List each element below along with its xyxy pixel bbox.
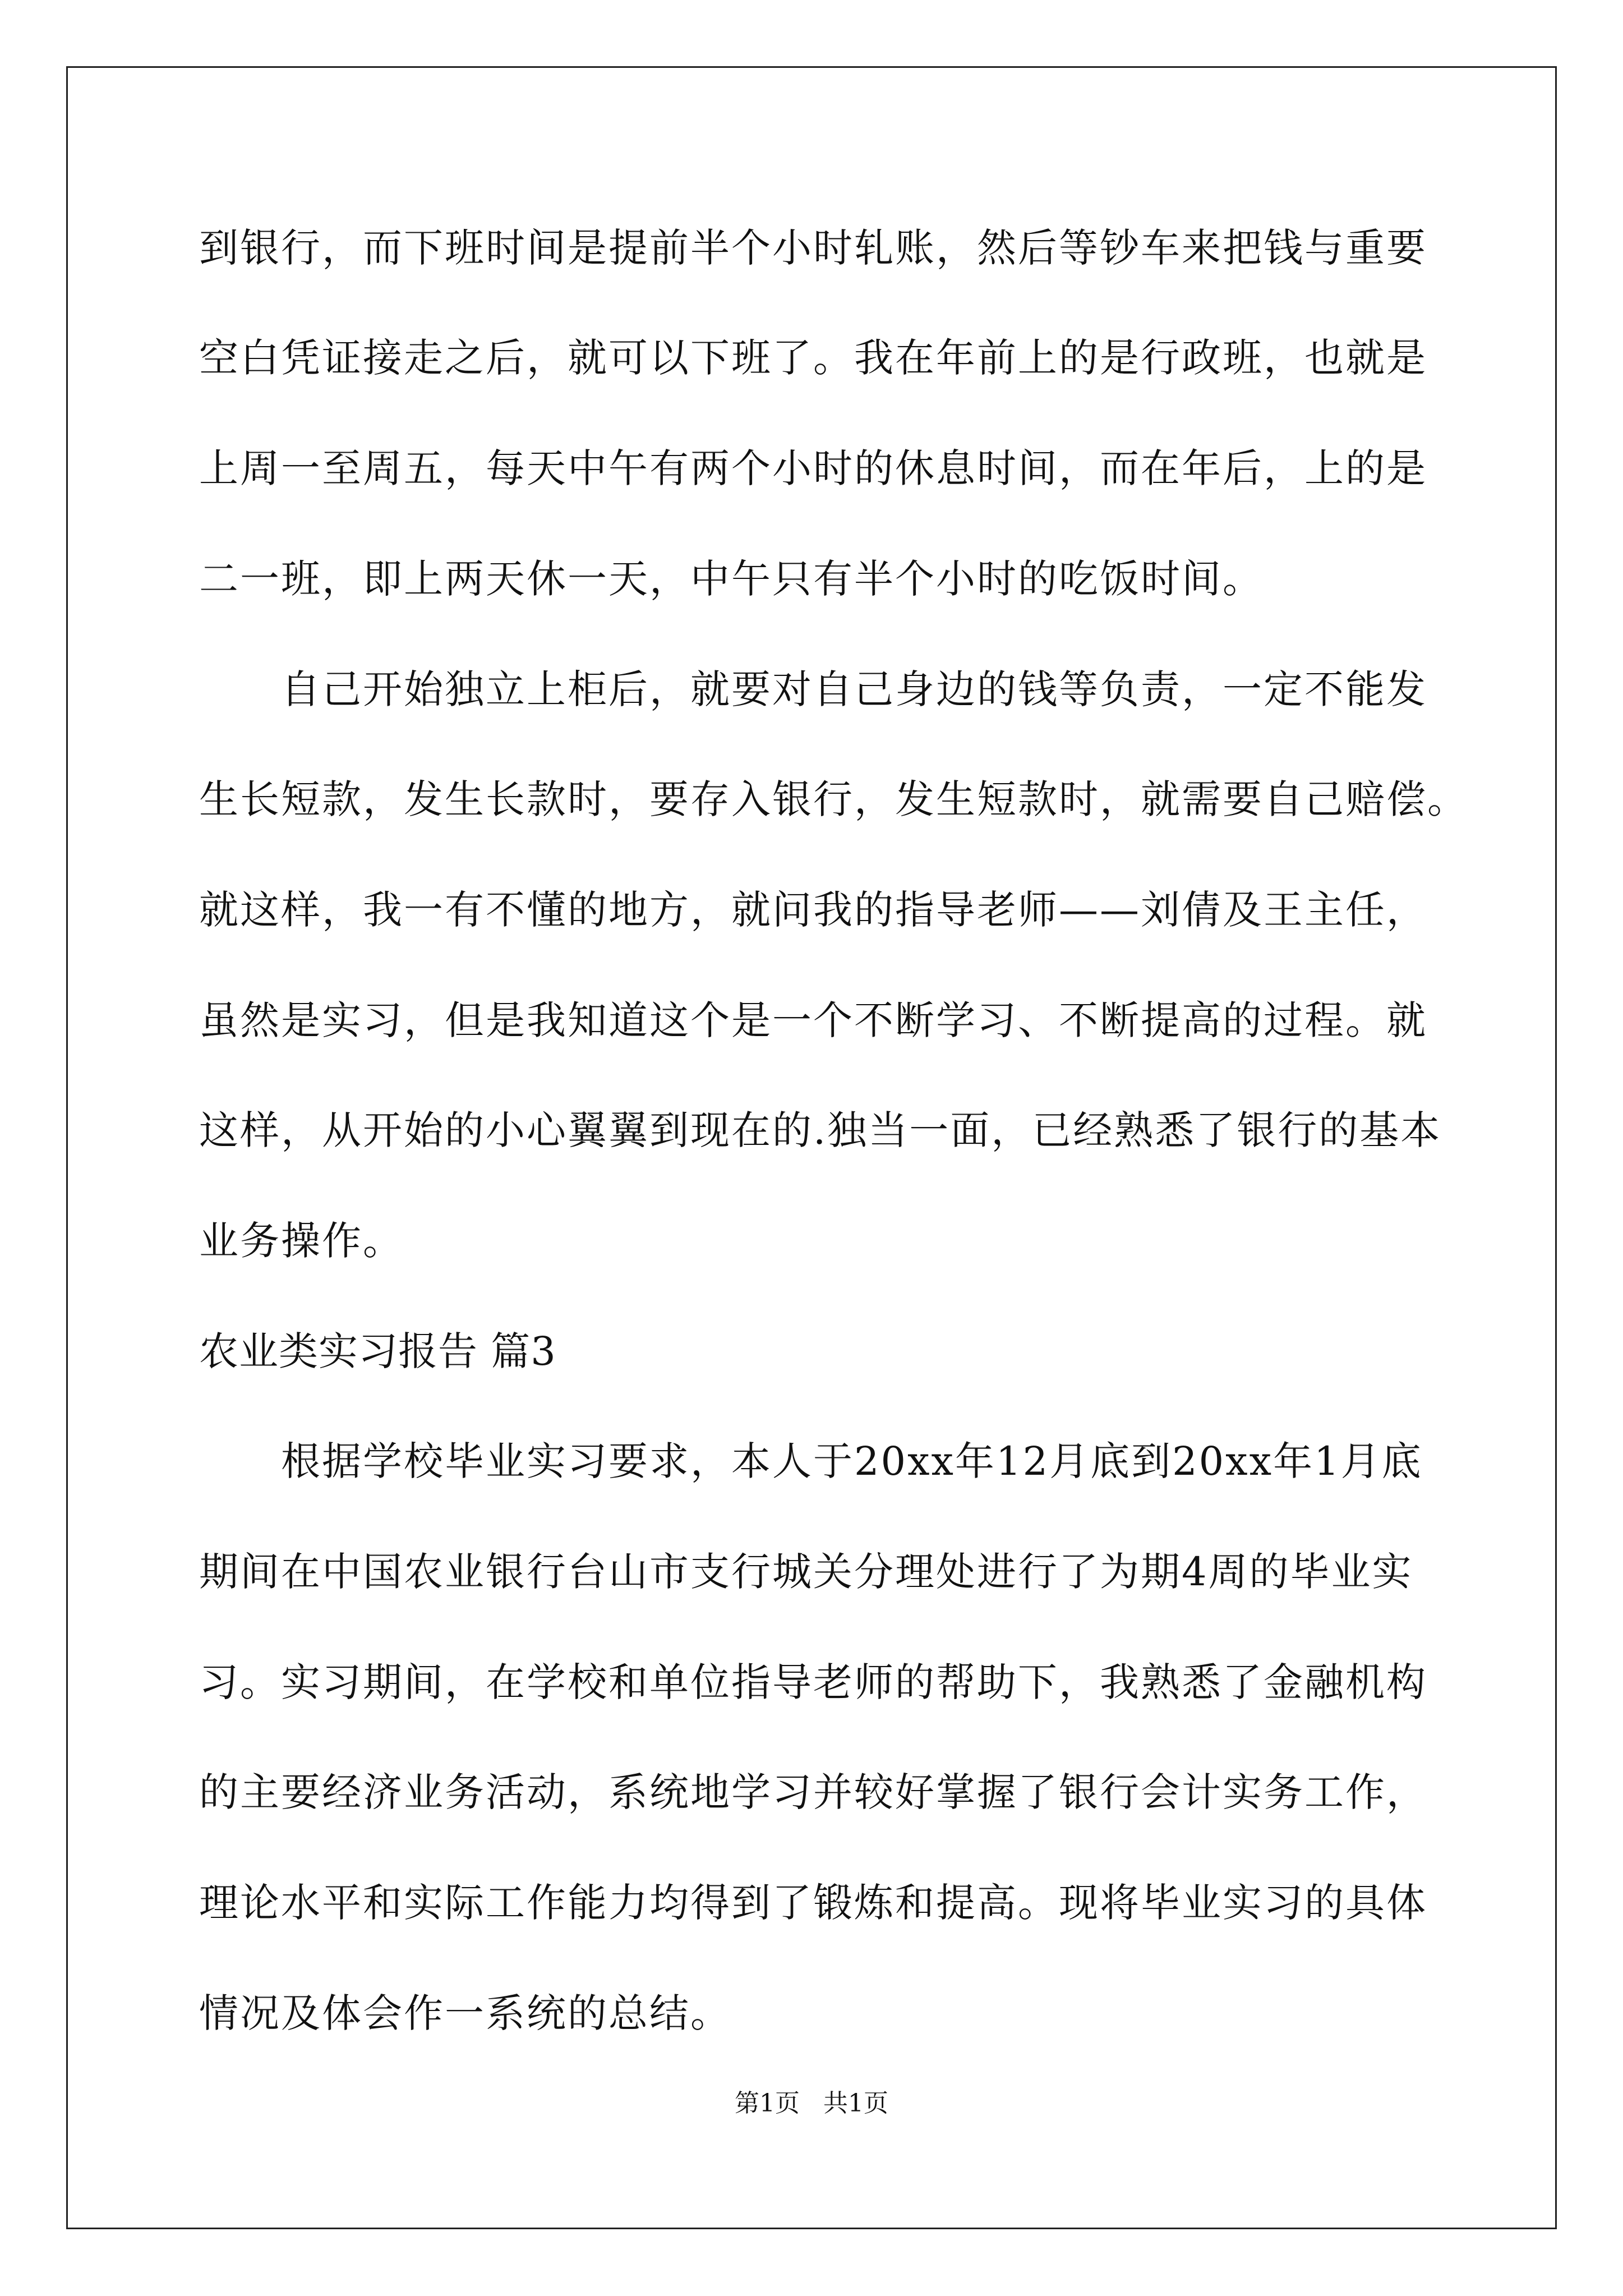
body-text-line: 到银行，而下班时间是提前半个小时轧账，然后等钞车来把钱与重要 [199, 225, 1427, 271]
body-text-line: 习。实习期间，在学校和单位指导老师的帮助下，我熟悉了金融机构 [199, 1659, 1427, 1705]
body-text-line: 上周一至周五，每天中午有两个小时的休息时间，而在年后，上的是 [199, 445, 1427, 491]
page-number-footer: 第1页 共1页 [735, 2089, 888, 2118]
body-text-line: 空白凭证接走之后，就可以下班了。我在年前上的是行政班，也就是 [199, 335, 1427, 381]
body-text-line: 自己开始独立上柜后，就要对自己身边的钱等负责，一定不能发 [199, 666, 1427, 712]
body-text-line: 情况及体会作一系统的总结。 [199, 1990, 731, 2036]
body-text-line: 根据学校毕业实习要求，本人于20xx年12月底到20xx年1月底 [199, 1438, 1423, 1484]
body-text-line: 的主要经济业务活动，系统地学习并较好掌握了银行会计实务工作， [199, 1769, 1427, 1815]
body-text-line: 虽然是实习，但是我知道这个是一个不断学习、不断提高的过程。就 [199, 997, 1427, 1043]
body-text-line: 业务操作。 [199, 1218, 404, 1264]
body-text-line: 这样，从开始的小心翼翼到现在的.独当一面，已经熟悉了银行的基本 [199, 1107, 1442, 1153]
body-text-line: 期间在中国农业银行台山市支行城关分理处进行了为期4周的毕业实 [199, 1549, 1413, 1595]
section-heading: 农业类实习报告 篇3 [199, 1328, 556, 1374]
body-text-line: 生长短款，发生长款时，要存入银行，发生短款时，就需要自己赔偿。 [199, 776, 1468, 822]
body-text-line: 就这样，我一有不懂的地方，就问我的指导老师——刘倩及王主任， [199, 887, 1427, 933]
body-text-line: 二一班，即上两天休一天，中午只有半个小时的吃饭时间。 [199, 556, 1264, 602]
body-text-line: 理论水平和实际工作能力均得到了锻炼和提高。现将毕业实习的具体 [199, 1880, 1427, 1926]
